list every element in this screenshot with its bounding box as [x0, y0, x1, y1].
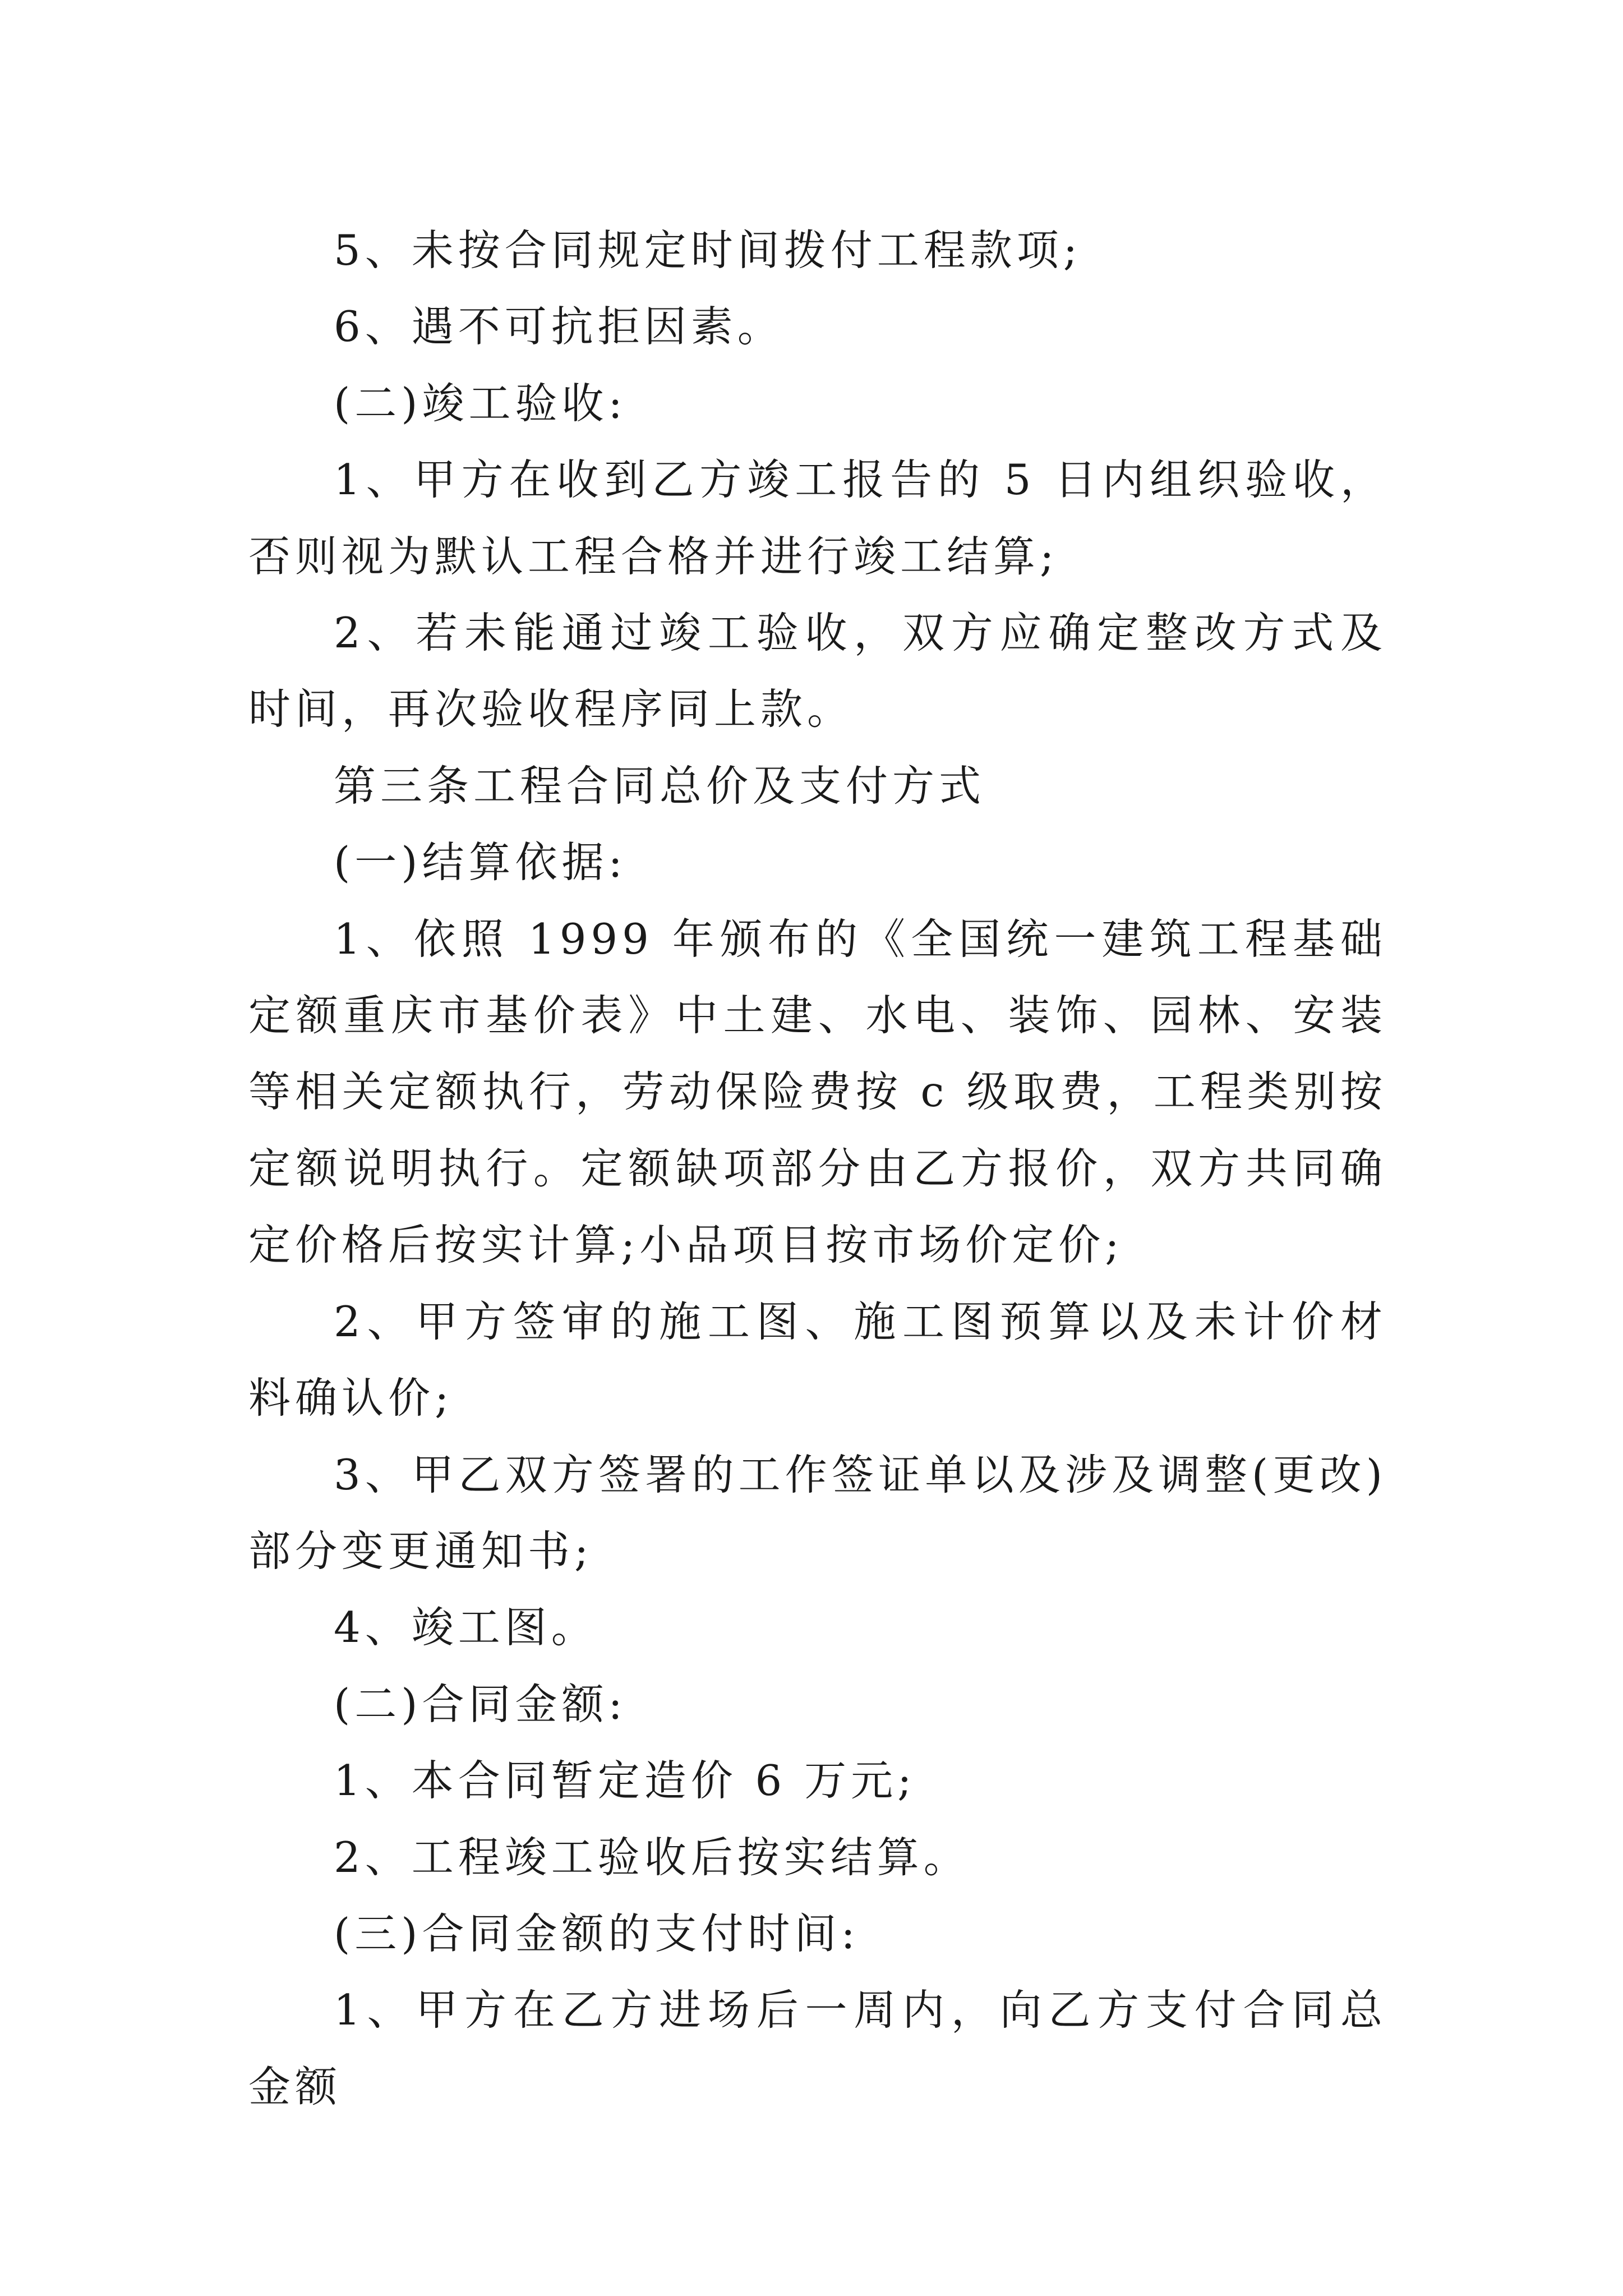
paragraph-basis-1: 1、依照 1999 年颁布的《全国统一建筑工程基础定额重庆市基价表》中土建、水电、装饰、园林、安装等相关定额执行，劳动保险费按 c 级取费，工程类别按定额说明执行。定额缺项部分由乙方报价，双方共同确定价格后按实计算;小品项目按市场价定价; — [248, 914, 1387, 1270]
paragraph-item-5: 5、未按合同规定时间拨付工程款项; — [334, 226, 1082, 275]
paragraph-basis-3: 3、甲乙双方签署的工作签证单以及涉及调整(更改)部分变更通知书; — [248, 1450, 1387, 1576]
section-heading-settlement-basis: (一)结算依据: — [334, 838, 627, 887]
paragraph-amount-1: 1、本合同暂定造价 6 万元; — [334, 1756, 916, 1806]
paragraph-item-6: 6、遇不可抗拒因素。 — [334, 302, 784, 352]
article-heading-3: 第三条工程合同总价及支付方式 — [334, 761, 986, 811]
paragraph-acceptance-2: 2、若未能通过竣工验收，双方应确定整改方式及时间，再次验收程序同上款。 — [248, 608, 1387, 734]
paragraph-payment-1: 1、甲方在乙方进场后一周内，向乙方支付合同总金额 — [248, 1985, 1387, 2111]
paragraph-amount-2: 2、工程竣工验收后按实结算。 — [334, 1832, 970, 1882]
section-heading-payment-time: (三)合同金额的支付时间: — [334, 1908, 860, 1958]
section-heading-completion-acceptance: (二)竣工验收: — [334, 378, 627, 428]
paragraph-basis-2: 2、甲方签审的施工图、施工图预算以及未计价材料确认价; — [248, 1296, 1387, 1423]
paragraph-basis-4: 4、竣工图。 — [334, 1603, 598, 1653]
section-heading-contract-amount: (二)合同金额: — [334, 1679, 627, 1729]
document-body — [248, 212, 1387, 2125]
paragraph-acceptance-1: 1、甲方在收到乙方竣工报告的 5 日内组织验收，否则视为默认工程合格并进行竣工结算; — [248, 455, 1387, 581]
